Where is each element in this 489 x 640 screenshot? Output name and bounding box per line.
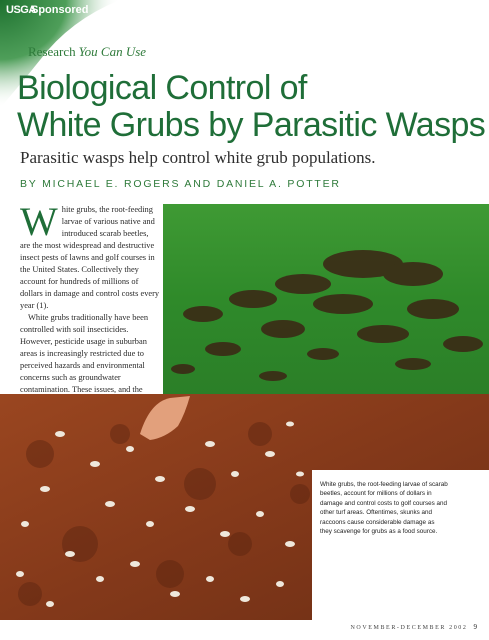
article-byline: BY MICHAEL E. ROGERS AND DANIEL A. POTTER [20, 178, 341, 190]
kicker-emphasis: You Can Use [78, 44, 147, 59]
body-paragraph-2: White grubs traditionally have been controlled with soil insecticides. However, pesticide usage in suburban areas is increasingly restricted due to perceived hazards and environmental concerns such as groundwater contamination. These issues, and the [20, 313, 149, 394]
kicker-main: Research [28, 44, 76, 59]
paragraph-1-text: hite grubs, the root-feeding larvae of various native and introduced scarab beetles, are the most widespread and destructive insect pests of lawns and golf courses in the United States. Collectively they account for hundreds of millions of dollars in damage and control costs every year (1). [20, 205, 160, 310]
turf-damage-photo [163, 204, 489, 394]
issue-date: NOVEMBER-DECEMBER 2002 [350, 625, 468, 631]
body-paragraph-1 [20, 199, 160, 312]
photo-caption-box [312, 470, 489, 620]
section-kicker [28, 44, 146, 60]
sponsored-label: Sponsored [31, 4, 89, 16]
headline-line-2: White Grubs by Parasitic Wasps [17, 106, 486, 144]
page-number: 9 [473, 623, 477, 631]
usga-logo: USGA [6, 4, 36, 16]
article-deck: Parasitic wasps help control white grub populations. [20, 148, 376, 167]
article-headline [17, 70, 487, 144]
photo-caption: White grubs, the root-feeding larvae of scarab beetles, account for millions of dollars in damage and control costs to golf courses and other turf areas. Oftentimes, skunks and raccoons cause considerable damage as they scavenge for grubs as a food source. [320, 481, 448, 536]
body-column [20, 199, 160, 408]
page-folio [350, 623, 477, 631]
headline-line-1: Biological Control of [17, 69, 307, 107]
drop-cap: W [20, 199, 58, 244]
